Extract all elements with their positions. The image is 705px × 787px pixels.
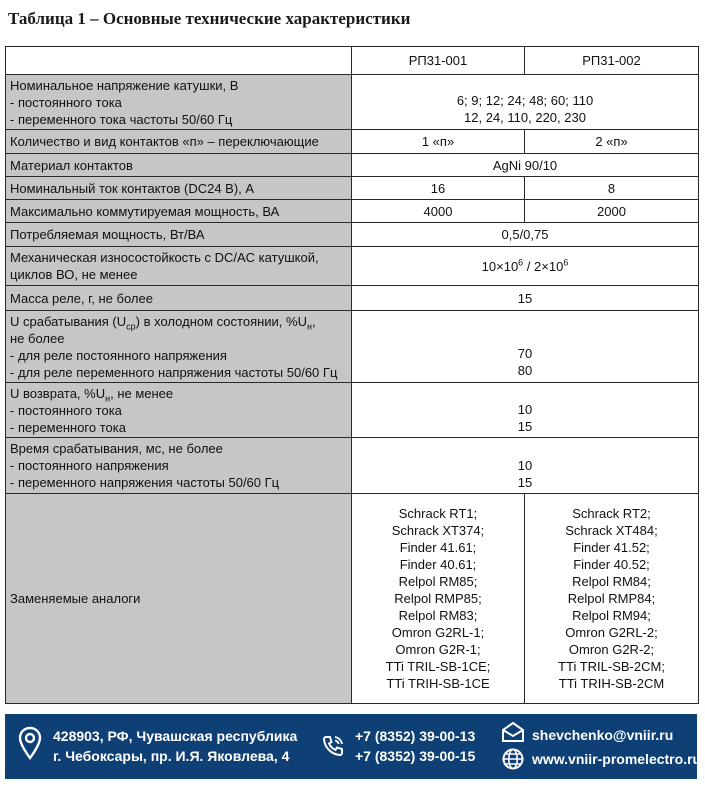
globe-icon	[501, 747, 525, 771]
time-values: 10 15	[352, 438, 699, 494]
table-row	[6, 311, 699, 383]
table-row	[6, 177, 699, 200]
analogs-label: Заменяемые аналоги	[6, 494, 352, 704]
footer-address: 428903, РФ, Чувашская республика г. Чебоксары, пр. И.Я. Яковлева, 4	[53, 728, 298, 764]
table-row	[6, 223, 699, 247]
contacts-count-label: Количество и вид контактов «п» – переключающие	[6, 130, 352, 154]
release-values: 10 15	[352, 383, 699, 438]
contacts-count-value-2: 2 «п»	[525, 130, 699, 154]
current-label: Номинальный ток контактов (DC24 В), А	[6, 177, 352, 200]
pickup-values: 70 80	[352, 311, 699, 383]
footer-phones: +7 (8352) 39-00-13 +7 (8352) 39-00-15	[355, 728, 476, 764]
power-value-1: 4000	[352, 200, 525, 223]
power-value-2: 2000	[525, 200, 699, 223]
table-row	[6, 200, 699, 223]
material-label: Материал контактов	[6, 154, 352, 177]
footer-website[interactable]: www.vniir-promelectro.ru	[532, 751, 702, 767]
table-title: Таблица 1 – Основные технические характеристики	[8, 9, 411, 28]
analogs-list-1: Schrack RT1; Schrack XT374; Finder 41.61; Finder 40.61; Relpol RM85; Relpol RMP85; Relpol RM83; Omron G2RL-1; Omron G2R-1; TTi TRIL-SB-1CE; TTi TRIH-SB-1CE	[352, 494, 525, 704]
wear-label: Механическая износостойкость с DC/AC катушкой, циклов ВО, не менее	[6, 247, 352, 286]
table-row	[6, 247, 699, 286]
column-header-rp31-001: РП31-001	[352, 47, 525, 75]
contact-footer	[5, 714, 702, 779]
location-pin-icon	[18, 726, 42, 760]
current-value-1: 16	[352, 177, 525, 200]
current-value-2: 8	[525, 177, 699, 200]
table-row	[6, 154, 699, 177]
analogs-list-2: Schrack RT2; Schrack XT484; Finder 41.52; Finder 40.52; Relpol RM84; Relpol RMP84; Relpol RM94; Omron G2RL-2; Omron G2R-2; TTi TRIL-SB-2CM; TTi TRIH-SB-2CM	[525, 494, 699, 704]
spec-table	[5, 46, 699, 704]
voltage-label: Номинальное напряжение катушки, В - постоянного тока - переменного тока частоты 50/60 Гц	[6, 75, 352, 130]
power-label: Максимально коммутируемая мощность, ВА	[6, 200, 352, 223]
consumption-label: Потребляемая мощность, Вт/ВА	[6, 223, 352, 247]
voltage-value: 6; 9; 12; 24; 48; 60; 110 12, 24, 110, 220, 230	[352, 75, 699, 130]
wear-value: $10\times 10^6 / 2\times 10^6$	[352, 247, 699, 286]
table-row	[6, 383, 699, 438]
pickup-label: U срабатывания $(U_{ср})$ в холодном состоянии, $\%U_н$, не более - для реле постоянного напряжения - для реле переменного напряжения частоты 50/60 Гц	[6, 311, 352, 383]
time-label: Время срабатывания, мс, не более - постоянного напряжения - переменного напряжения частоты 50/60 Гц	[6, 438, 352, 494]
header-blank-cell	[6, 47, 352, 75]
envelope-icon	[500, 720, 526, 744]
table-row	[6, 438, 699, 494]
release-label: U возврата, $\%U_н$, не менее - постоянного тока - переменного тока	[6, 383, 352, 438]
consumption-value: 0,5/0,75	[352, 223, 699, 247]
material-value: AgNi 90/10	[352, 154, 699, 177]
footer-email[interactable]: shevchenko@vniir.ru	[532, 727, 674, 743]
table-row	[6, 130, 699, 154]
contacts-count-value-1: 1 «п»	[352, 130, 525, 154]
mass-value: 15	[352, 286, 699, 311]
table-row	[6, 75, 699, 130]
table-row	[6, 286, 699, 311]
table-row	[6, 494, 699, 704]
column-header-rp31-002: РП31-002	[525, 47, 699, 75]
mass-label: Масса реле, г, не более	[6, 286, 352, 311]
phone-icon	[321, 734, 345, 758]
header-row	[6, 47, 699, 75]
